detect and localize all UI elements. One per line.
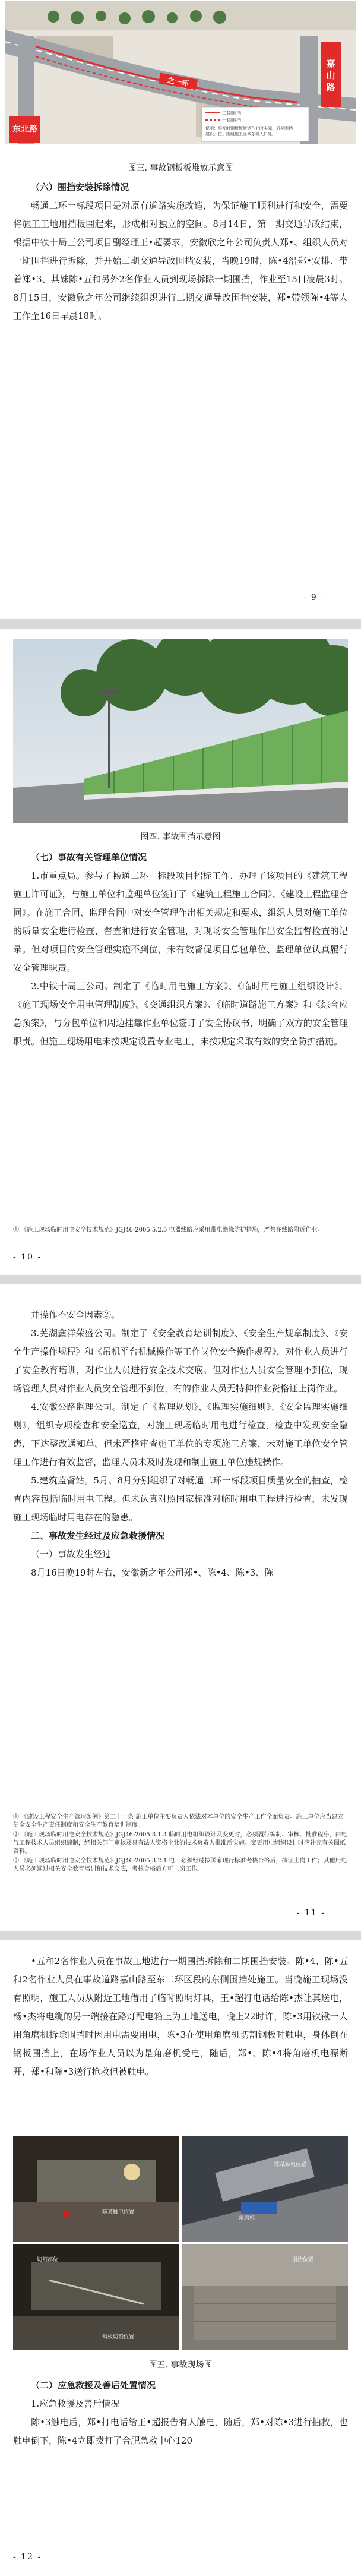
body-paragraph: 1.市重点局。参与了畅通二环一标段项目招标工作，办理了该项目的《建筑工程施工许可证》，与施工单位和监理单位签订了《建筑工程施工合同》、《建设工程监理合同》。在施工合同、监理合同中对安全管理作出相关规定和要求，组织人员对施工单位的质量安全进行检查、督查和进行安全管理，对现场安全管理作出安全监督检查的记录。但对项目的安全管理实施不到位，未有效督促项目总包单位、监理单位认真履行安全管理职责。 <box>13 870 348 973</box>
page-number: - 12 - <box>13 2552 42 2562</box>
footnote: ① 《建设工程安全生产管理条例》第二十一条 施工单位主要负责人依法对本单位的安全生产工作全面负责。施工单位应当建立健全安全生产责任制度和安全生产教育培训制度。 <box>13 1814 344 1829</box>
map-label-ring: 之一环 <box>166 75 189 89</box>
page-number: - 11 - <box>296 1908 325 1918</box>
body-paragraph: •五和2名作业人员在事故工地进行一期围挡拆除和二期围挡安装。陈•4、陈•五和2名作业人员在事故道路嘉山路至东二环区段的东侧围挡处施工。当晚施工现场没有照明，施工人员从附近工地借用了临时照明灯具，王•超打电话给陈•杰让其送电，杨•杰将电缆的另一端接在路灯配电箱上为工地送电，晚上22时许，陈•3用铁锹一人用角磨机拆除围挡时因用电需要用电，陈•3在使用角磨机切割钢板时触电，身体倒在钢板围挡上，在场作业人员以为是角磨机受电，随后，郑•、陈•4将角磨机电源断开，郑•和陈•3送行抢救但被触电。 <box>13 1956 348 2077</box>
svg-text:一期围挡: 一期围挡 <box>222 118 241 123</box>
document-page-12 <box>0 1940 361 2576</box>
site-map-figure <box>0 0 361 154</box>
document-page-11 <box>0 1284 361 1931</box>
body-paragraph: 8月16日晚19时左右，安徽新之年公司郑•、陈•4、陈•3、陈 <box>31 1567 274 1578</box>
figure-caption: 图四. 事故围挡示意图 <box>140 832 221 842</box>
svg-text:说明：事发时钢板板搬运作业时实际，后期围挡: 说明：事发时钢板板搬运作业时实际，后期围挡 <box>205 126 293 131</box>
subsection-heading: （一）事故发生经过 <box>31 1549 112 1560</box>
body-paragraph: 畅通二环一标段项目是对原有道路实施改造，为保证施工顺利进行和安全，需要将施工工地用挡板围起来，形成相对独立的空间。8月14日，第一期交通导改结束，根据中铁十局三公司项目副经理王•超要求，安徽欣之年公司负责人郑•、组织人员对一期围挡进行拆除，并开始二期交通导改围挡安装，当晚19时，陈•4沿郑•安排、带着郑•3、其妹陈•五和另外2名作业人员到现场拆除一期围挡，作业至15日凌晨3时。8月15日，安徽欣之年公司继续组织进行二期交通导改围挡安装，郑•带领陈•4等人工作至16日早晨18时。 <box>13 200 348 321</box>
figure-caption: 图五. 事故现场图 <box>148 2360 213 2370</box>
accident-scene-photos <box>13 2136 348 2350</box>
body-paragraph: 陈•3触电后，郑•打电话给王•超报告有人触电，随后，郑•对陈•3进行抽救，也触电倒下，陈•4立即拨打了合肥急救中心120 <box>13 2417 348 2446</box>
photo-label: 角磨机 <box>239 2215 255 2221</box>
section-body <box>13 1952 348 2081</box>
photo-label: 切割部位 <box>37 2257 59 2263</box>
scene-photo <box>13 2136 179 2242</box>
footnote: ② 《施工现场临时用电安全技术规范》JGJ46-2005 3.1.4 临时用电组织设计及变更时，必须履行编制、审核、批准程序，由电气工程技术人员组织编制，经相关部门审核及具有法人资格企业的技术负责人批准后实施。变更用电组织设计时应补充有关图纸资料。 <box>13 1832 347 1855</box>
section-body <box>13 848 348 1051</box>
photo-label: 陈某触电位置 <box>102 2209 135 2215</box>
svg-text:建设。位于围绕施工区域东侧入口处。: 建设。位于围绕施工区域东侧入口处。 <box>205 132 276 137</box>
section-body <box>13 178 348 326</box>
document-page-10 <box>0 629 361 1275</box>
page-number: - 9 - <box>303 593 325 602</box>
photo-label: 钢板切割位置 <box>102 2334 135 2340</box>
svg-text:路: 路 <box>326 82 335 93</box>
body-paragraph: 3.芜湖鑫洋荣盛公司。制定了《安全教育培训制度》、《安全生产规章制度》、《安全生产操作规程》和《吊机平台机械操作等工作岗位安全操作规程》，对作业人员进行了安全教育培训，对作业人员进行安全技术交底。但对作业人员安全管理不到位，现场管理人员对作业人员安全管理不到位，有的作业人员无特种作业资格证上岗作业。 <box>13 1328 348 1394</box>
scene-photo <box>182 2244 348 2350</box>
barrier-photo <box>13 639 348 823</box>
map-label-jiashan: 嘉 <box>326 58 335 69</box>
body-paragraph: 5.建筑监督站。5月、8月分别组织了对畅通二环一标段项目质量安全的抽查，检查内容包括临时用电工程。但未认真对照国家标准对临时用电工程进行检查，未发现施工现场临时用电存在的隐患。 <box>13 1475 348 1523</box>
body-paragraph: 2.中铁十局三公司。制定了《临时用电施工方案》、《临时用电施工组织设计》、《施工现场安全用电管理制度》、《交通组织方案》、《临时道路施工方案》和《综合应急预案》，与分包单位和周边挂靠作业单位签订了安全协议书，明确了双方的安全管理职责。但施工现场用电未按规定设置专业电工，未按规定采取有效的安全防护措施。 <box>13 981 348 1047</box>
body-paragraph: 4.安徽公路监理公司。制定了《监理规划》、《监理实施细则》、《安全监理实施细则》，组织专项检查和安全巡查，对施工现场临时用电进行检查，检查中发现安全隐患，下达整改通知单。但未严格审查施工单位的专项施工方案，未对施工单位安全管理工作进行有效监督，监理人员未及时发现和制止施工单位违规操作。 <box>13 1401 348 1467</box>
figure-caption: 图三. 事故钢板板堆放示意图 <box>128 163 233 173</box>
section-heading: 二、事故发生经过及应急救援情况 <box>31 1530 165 1541</box>
section-heading: （二）应急救援及善后处置情况 <box>31 2380 156 2391</box>
document-page-9 <box>0 0 361 619</box>
page-number: - 10 - <box>13 1252 42 1262</box>
svg-text:二期围挡: 二期围挡 <box>222 111 241 116</box>
section-heading: （六）围挡安装拆除情况 <box>31 182 129 192</box>
svg-text:山: 山 <box>326 70 335 81</box>
section-body <box>13 2376 348 2450</box>
footnote: ③ 《施工现场临时用电安全技术规范》JGJ46-2005 3.2.1 电工必须经过按国家现行标准考核合格后，持证上岗工作；其他用电人员必须通过相关安全教育培训和技术交底，考核合格后方可上岗工作。 <box>13 1858 347 1873</box>
footnote: ① 《施工现场临时用电安全技术规范》JGJ46-2005 5.2.5 电器线路应采用带电绝缘防护措施，严禁在线路附近作业。 <box>13 1227 324 1233</box>
photo-label: 陈某触电位置 <box>274 2162 307 2168</box>
scene-photo <box>182 2136 348 2242</box>
subsection-heading: 1.应急救援及善后情况 <box>31 2398 120 2409</box>
photo-label: 围挡位置 <box>292 2257 314 2263</box>
section-body <box>13 1306 348 1582</box>
map-label-north: 东北路 <box>12 125 37 134</box>
body-paragraph: 并操作不安全因素②。 <box>31 1309 121 1320</box>
section-heading: （七）事故有关管理单位情况 <box>31 852 147 863</box>
